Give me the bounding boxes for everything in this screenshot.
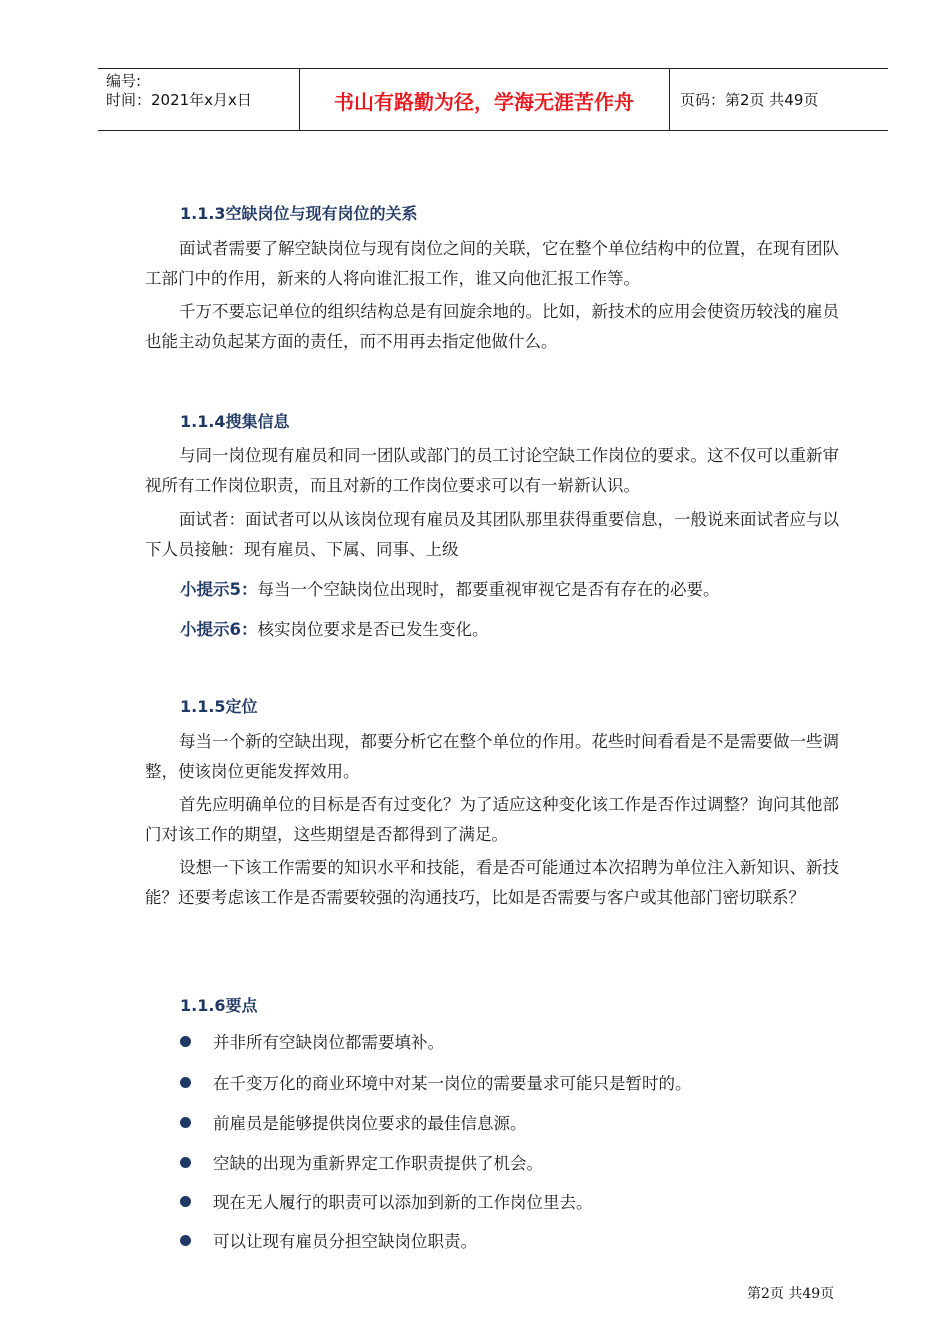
paragraph-text: 首先应明确单位的目标是否有过变化？为了适应这种变化该工作是否作过调整？询问其他部门对该工作的期望，这些期望是否都得到了满足。 — [145, 795, 839, 844]
paragraph-text: 设想一下该工作需要的知识水平和技能，看是否可能通过本次招聘为单位注入新知识、新技能？还要考虑该工作是否需要较强的沟通技巧，比如是否需要与客户或其他部门密切联系？ — [145, 858, 839, 907]
time-label: 时间：2021年x月x日 — [106, 91, 252, 109]
paragraph-text: 面试者需要了解空缺岗位与现有岗位之间的关联，它在整个单位结构中的位置，在现有团队工部门中的作用，新来的人将向谁汇报工作，谁又向他汇报工作等。 — [145, 239, 839, 288]
bullet-dot-icon — [180, 1077, 191, 1088]
bullet-text: 并非所有空缺岗位都需要填补。 — [213, 1033, 444, 1052]
paragraph-text: 每当一个新的空缺出现，都要分析它在整个单位的作用。花些时间看看是不是需要做一些调整，使该岗位更能发挥效用。 — [145, 732, 839, 781]
bullet-dot-icon — [180, 1157, 191, 1168]
header-left-cell — [98, 69, 300, 130]
section-heading-1-1-3: 1.1.3空缺岗位与现有岗位的关系 — [180, 204, 418, 223]
tip-text: 每当一个空缺岗位出现时，都要重视审视它是否有存在的必要。 — [257, 580, 720, 599]
paragraph-text: 面试者：面试者可以从该岗位现有雇员及其团队那里获得重要信息，一般说来面试者应与以下人员接触：现有雇员、下属、同事、上级 — [145, 510, 839, 559]
bullet-text: 前雇员是能够提供岗位要求的最佳信息源。 — [213, 1114, 527, 1133]
tip-label: 小提示6： — [180, 620, 258, 639]
bullet-dot-icon — [180, 1036, 191, 1047]
header-mid-cell — [299, 69, 670, 130]
tip-6 — [180, 616, 488, 640]
bullet-text: 可以让现有雇员分担空缺岗位职责。 — [213, 1232, 477, 1251]
header-page-info: 页码：第2页 共49页 — [680, 91, 819, 109]
paragraph-text: 千万不要忘记单位的组织结构总是有回旋余地的。比如，新技术的应用会使资历较浅的雇员也能主动负起某方面的责任，而不用再去指定他做什么。 — [145, 302, 839, 351]
bullet-text: 空缺的出现为重新界定工作职责提供了机会。 — [213, 1154, 543, 1173]
tip-label: 小提示5： — [180, 580, 258, 599]
serial-label: 编号: — [106, 72, 142, 90]
section-heading-1-1-6: 1.1.6要点 — [180, 996, 258, 1015]
paragraph — [145, 853, 845, 913]
header-right-cell — [670, 69, 888, 130]
footer-page-info: 第2页 共49页 — [747, 1286, 835, 1302]
bullet-text: 在千变万化的商业环境中对某一岗位的需要量求可能只是暂时的。 — [213, 1074, 692, 1093]
paragraph — [145, 790, 845, 850]
paragraph — [145, 505, 845, 565]
bullet-dot-icon — [180, 1117, 191, 1128]
paragraph — [145, 727, 845, 787]
paragraph — [145, 441, 845, 501]
bullet-dot-icon — [180, 1235, 191, 1246]
bullet-dot-icon — [180, 1196, 191, 1207]
bullet-text: 现在无人履行的职责可以添加到新的工作岗位里去。 — [213, 1193, 593, 1212]
header-motto: 书山有路勤为径，学海无涯苦作舟 — [334, 90, 634, 114]
paragraph — [145, 234, 845, 294]
paragraph-text: 与同一岗位现有雇员和同一团队或部门的员工讨论空缺工作岗位的要求。这不仅可以重新审视所有工作岗位职责，而且对新的工作岗位要求可以有一崭新认识。 — [145, 446, 839, 495]
paragraph — [145, 297, 845, 357]
tip-text: 核实岗位要求是否已发生变化。 — [257, 620, 489, 639]
tip-5 — [180, 576, 719, 600]
page-header — [98, 68, 888, 131]
section-heading-1-1-5: 1.1.5定位 — [180, 697, 258, 716]
section-heading-1-1-4: 1.1.4搜集信息 — [180, 412, 290, 431]
